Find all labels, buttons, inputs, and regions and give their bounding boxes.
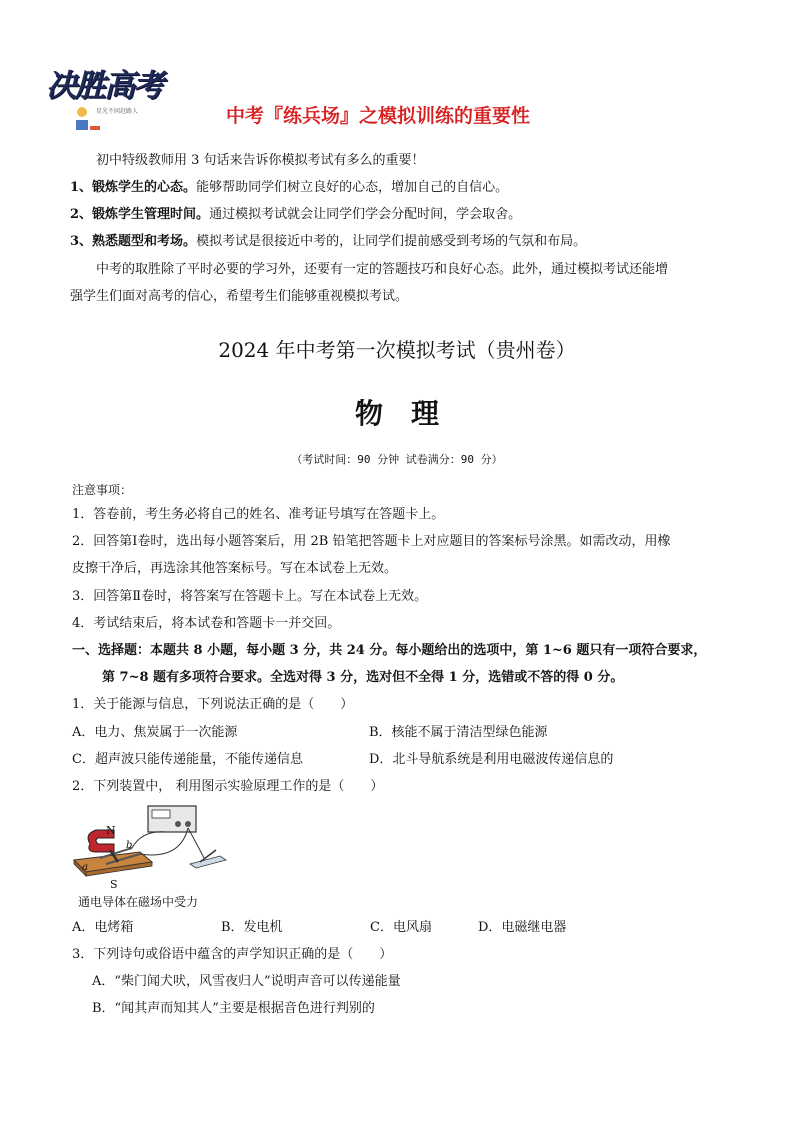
subject-title: 物理 bbox=[354, 397, 467, 430]
closing-line-2: 强学生们面对高考的信心，希望考生们能够重视模拟考试。 bbox=[70, 289, 409, 304]
section-1-heading bbox=[72, 642, 706, 660]
banner-title: 中考『练兵场』之模拟训练的重要性 bbox=[226, 105, 531, 127]
intro-text: 初中特级教师用 3 句话来告诉你模拟考试有多么的重要！ bbox=[96, 153, 425, 168]
logo-tagline: 星光不问赶路人 bbox=[96, 108, 139, 115]
point-3-num: 3、 bbox=[70, 234, 93, 249]
point-1-text: 能够帮助同学们树立良好的心态，增加自己的自信心。 bbox=[196, 180, 509, 195]
note-4: 4．考试结束后，将本试卷和答题卡一并交回。 bbox=[72, 616, 341, 631]
label-n: N bbox=[106, 824, 116, 837]
point-1-title: 锻炼学生的心态。 bbox=[92, 180, 197, 195]
closing-line-1: 中考的取胜除了平时必要的学习外，还要有一定的答题技巧和良好心态。此外，通过模拟考试还能增 bbox=[96, 262, 669, 277]
point-3-text: 模拟考试是很接近中考的，让同学们提前感受到考场的气氛和布局。 bbox=[196, 234, 587, 249]
q1-option-a: A．电力、焦炭属于一次能源 bbox=[72, 725, 238, 740]
note-1: 1．答卷前，考生务必将自己的姓名、准考证号填写在答题卡上。 bbox=[72, 507, 445, 522]
q2-stem: 2．下列装置中， 利用图示实验原理工作的是（ ） bbox=[72, 779, 384, 794]
section-1-line-2: 第 7~8 题有多项符合要求。全选对得 3 分，选对但不全得 1 分，选错或不答的得 0 分。 bbox=[102, 670, 624, 685]
point-3 bbox=[70, 233, 586, 251]
point-2-num: 2、 bbox=[70, 207, 93, 222]
q3-stem: 3．下列诗句或俗语中蕴含的声学知识正确的是（ ） bbox=[72, 947, 393, 962]
q3-option-a: A．“柴门闻犬吠，风雪夜归人”说明声音可以传递能量 bbox=[92, 974, 401, 989]
point-1-num: 1、 bbox=[70, 180, 93, 195]
notes-heading: 注意事项： bbox=[72, 483, 133, 497]
note-2-cont: 皮擦干净后，再选涂其他答案标号。写在本试卷上无效。 bbox=[72, 561, 398, 576]
logo bbox=[44, 60, 174, 140]
label-s: S bbox=[110, 878, 118, 891]
q2-option-a: A．电烤箱 bbox=[72, 920, 134, 935]
point-3-title: 熟悉题型和考场。 bbox=[92, 234, 197, 249]
exam-title: 2024 年中考第一次模拟考试（贵州卷） bbox=[218, 338, 576, 362]
section-1-line-1: 一、选择题：本题共 8 小题，每小题 3 分，共 24 分。每小题给出的选项中，第 1~6 题只有一项符合要求， bbox=[72, 643, 707, 658]
q3-option-b: B．“闻其声而知其人”主要是根据音色进行判别的 bbox=[92, 1001, 375, 1016]
note-3: 3．回答第Ⅱ卷时，将答案写在答题卡上。写在本试卷上无效。 bbox=[72, 589, 428, 604]
q2-option-d: D．电磁继电器 bbox=[478, 920, 567, 935]
q1-option-b: B．核能不属于清洁型绿色能源 bbox=[369, 725, 548, 740]
label-a: a bbox=[82, 862, 88, 873]
point-1 bbox=[70, 179, 508, 197]
q1-stem: 1．关于能源与信息，下列说法正确的是（ ） bbox=[72, 697, 354, 712]
exam-info: （考试时间：90 分钟 试卷满分：90 分） bbox=[291, 453, 503, 466]
q2-option-c: C．电风扇 bbox=[370, 920, 432, 935]
point-2 bbox=[70, 206, 521, 224]
logo-text: 决胜高考 bbox=[46, 68, 162, 104]
point-2-title: 锻炼学生管理时间。 bbox=[92, 207, 210, 222]
label-b: b bbox=[126, 840, 133, 851]
q1-option-d: D．北斗导航系统是利用电磁波传递信息的 bbox=[369, 752, 614, 767]
q2-option-b: B．发电机 bbox=[221, 920, 283, 935]
q2-figure-caption: 通电导体在磁场中受力 bbox=[78, 895, 199, 909]
note-2: 2．回答第Ⅰ卷时，选出每小题答案后，用 2B 铅笔把答题卡上对应题目的答案标号涂黑。如需改动，用橡 bbox=[72, 534, 671, 549]
q1-option-c: C．超声波只能传递能量，不能传递信息 bbox=[72, 752, 303, 767]
point-2-text: 通过模拟考试就会让同学们学会分配时间，学会取舍。 bbox=[209, 207, 522, 222]
